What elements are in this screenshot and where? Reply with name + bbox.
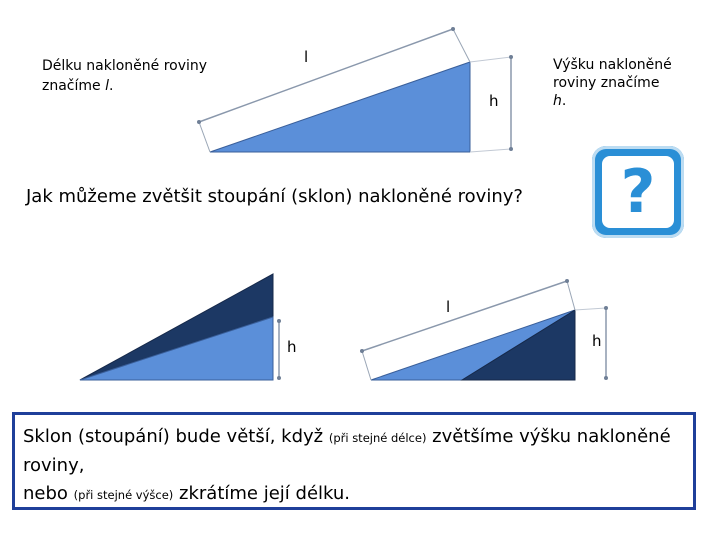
intro-height-line1: Výšku nakloněné [553, 57, 672, 73]
question-mark-glyph: ? [620, 157, 656, 227]
right-height-end-top [604, 306, 608, 310]
conclusion-part2: zvětšíme výšku nakloněné roviny, [23, 426, 671, 476]
top-height-label: h [489, 92, 499, 110]
left-height-end-bottom [277, 376, 281, 380]
top-height-end-top [509, 55, 513, 59]
question-mark-icon [592, 146, 684, 238]
conclusion-note2: (při stejné výšce) [73, 488, 174, 502]
top-length-tick-left [199, 122, 210, 152]
right-length-end-left [360, 349, 364, 353]
top-height-tick-bottom [470, 149, 511, 152]
right-length-tick-left [362, 351, 371, 380]
left-height-end-top [277, 319, 281, 323]
conclusion-part1: Sklon (stoupání) bude větší, když [23, 426, 329, 447]
question-mark-icon-face [602, 156, 674, 228]
top-height-tick-top [470, 57, 511, 62]
right-length-end-right [565, 279, 569, 283]
conclusion-part3: nebo [23, 483, 74, 504]
intro-height-line2: roviny značíme [553, 75, 660, 91]
right-height-end-bottom [604, 376, 608, 380]
intro-height-line3 [553, 92, 693, 110]
intro-length-line2 [42, 76, 242, 96]
intro-length-symbol: l [105, 78, 109, 94]
conclusion-part4: zkrátíme její délku. [173, 483, 351, 504]
top-inclined-plane [210, 62, 470, 152]
right-height-tick-top [575, 308, 606, 310]
intro-length-line1: Délku nakloněné roviny [42, 58, 208, 74]
conclusion-box [12, 412, 696, 510]
right-length-tick-right [567, 281, 575, 310]
top-length-end-left [197, 120, 201, 124]
right-length-label: l [446, 298, 451, 316]
intro-length-prefix: značíme [42, 78, 106, 94]
left-height-label: h [287, 338, 297, 356]
intro-height-suffix: . [561, 93, 567, 109]
top-length-tick-right [453, 29, 470, 62]
right-height-label: h [592, 332, 602, 350]
intro-height-symbol: h [553, 93, 562, 109]
top-length-label: l [304, 48, 309, 66]
conclusion-note1: (při stejné délce) [328, 431, 427, 445]
intro-length-suffix: . [108, 78, 114, 94]
top-length-end-right [451, 27, 455, 31]
intro-length-text [42, 56, 242, 96]
intro-height-text [553, 56, 693, 110]
top-height-end-bottom [509, 147, 513, 151]
question-text: Jak můžeme zvětšit stoupání (sklon) nakloněné roviny? [26, 186, 523, 207]
